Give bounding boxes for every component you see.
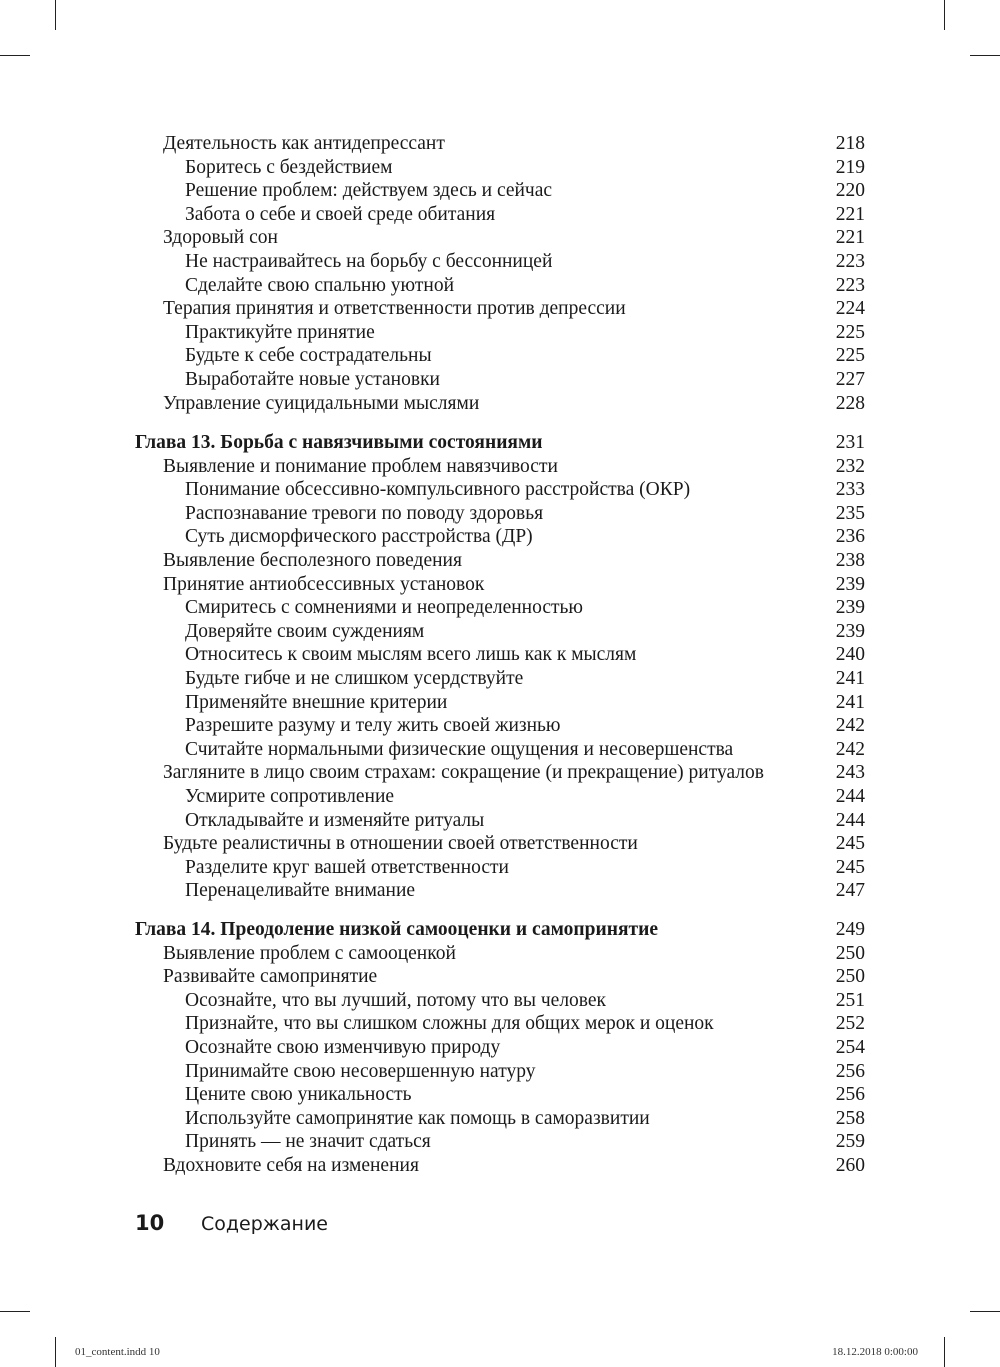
toc-entry-title: Считайте нормальными физические ощущения и несовершенства [185,738,734,760]
toc-entry-row [135,1130,865,1154]
toc-entry-row [135,368,865,392]
crop-mark [55,1337,56,1367]
toc-entry-row [135,832,865,856]
toc-entry-title: Принятие антиобсессивных установок [163,573,485,595]
toc-entry-row [135,1154,865,1178]
toc-entry-page: 239 [835,597,865,619]
toc-entry-page: 224 [835,298,865,320]
toc-entry-title: Принять — не значит сдаться [185,1131,431,1153]
toc-entry-title: Осознайте, что вы лучший, потому что вы человек [185,989,607,1011]
toc-entry-page: 244 [835,785,865,807]
toc-entry-title: Понимание обсессивно-компульсивного расстройства (ОКР) [185,479,691,501]
toc-entry-row [135,1036,865,1060]
toc-entry-page: 236 [835,526,865,548]
toc-entry-row [135,321,865,345]
slug-date: 18.12.2018 0:00:00 [832,1346,918,1358]
toc-entry-page: 244 [835,809,865,831]
crop-mark [55,0,56,30]
toc-entry-row [135,879,865,903]
toc-entry-title: Осознайте свою изменчивую природу [185,1036,501,1058]
toc-entry-title: Терапия принятия и ответственности против депрессии [163,298,626,320]
toc-entry-title: Относитесь к своим мыслям всего лишь как к мыслям [185,644,637,666]
toc-entry-page: 232 [835,455,865,477]
toc-entry-page: 254 [835,1036,865,1058]
toc-entry-title: Глава 13. Борьба с навязчивыми состояниями [135,432,543,453]
toc-entry-page: 242 [835,738,865,760]
toc-entry-row [135,856,865,880]
toc-entry-row [135,785,865,809]
toc-entry-title: Принимайте свою несовершенную натуру [185,1060,536,1082]
crop-mark [970,1311,1000,1312]
toc-entry-page: 243 [835,762,865,784]
toc-entry-row [135,132,865,156]
toc-entry-row [135,226,865,250]
toc-entry-page: 228 [835,392,865,414]
toc-entry-page: 238 [835,549,865,571]
toc-entry-title: Практикуйте принятие [185,321,375,343]
toc-group [135,132,865,415]
toc-entry-row [135,620,865,644]
toc-entry-page: 239 [835,620,865,642]
toc-entry-row [135,179,865,203]
toc-entry-page: 260 [835,1154,865,1176]
toc-entry-page: 221 [835,203,865,225]
toc-entry-row [135,809,865,833]
toc-entry-row [135,502,865,526]
toc-entry-page: 231 [835,432,865,453]
toc-entry-row [135,667,865,691]
crop-mark [944,1337,945,1367]
toc-entry-title: Доверяйте своим суждениям [185,620,425,642]
toc-entry-row [135,1083,865,1107]
toc-entry-page: 249 [835,919,865,940]
toc-entry-title: Усмирите сопротивление [185,785,395,807]
toc-entry-title: Не настраивайтесь на борьбу с бессонницей [185,250,553,272]
toc-entry-title: Выявление бесполезного поведения [163,549,462,571]
toc-entry-page: 256 [835,1060,865,1082]
toc-entry-page: 218 [835,133,865,154]
toc-entry-page: 220 [835,180,865,202]
toc-entry-title: Выявление проблем с самооценкой [163,942,456,964]
crop-mark [970,55,1000,56]
toc-entry-page: 241 [835,691,865,713]
crop-mark [0,1311,30,1312]
toc-entry-row [135,691,865,715]
toc-entry-page: 242 [835,715,865,737]
toc-entry-title: Выявление и понимание проблем навязчивости [163,455,558,477]
toc-entry-row [135,297,865,321]
toc-entry-page: 245 [835,856,865,878]
toc-entry-row [135,156,865,180]
toc-entry-title: Развивайте самопринятие [163,966,378,988]
toc-entry-row [135,942,865,966]
toc-entry-page: 247 [835,880,865,902]
toc-entry-page: 259 [835,1131,865,1153]
toc-entry-page: 252 [835,1013,865,1035]
toc-entry-page: 219 [835,156,865,178]
toc-entry-page: 256 [835,1084,865,1106]
toc-entry-title: Будьте гибче и не слишком усердствуйте [185,667,524,689]
toc-chapter-row [135,918,865,942]
toc-entry-title: Боритесь с бездействием [185,156,393,178]
toc-entry-title: Глава 14. Преодоление низкой самооценки и самопринятие [135,919,658,940]
toc-entry-page: 245 [835,833,865,855]
toc-entry-page: 225 [835,345,865,367]
toc-entry-page: 258 [835,1107,865,1129]
toc-entry-page: 227 [835,368,865,390]
toc-entry-row [135,478,865,502]
toc-entry-title: Разрешите разуму и телу жить своей жизнью [185,715,561,737]
toc-entry-row [135,596,865,620]
toc-entry-row [135,761,865,785]
toc-entry-page: 223 [835,250,865,272]
toc-entry-row [135,738,865,762]
toc-entry-row [135,1012,865,1036]
toc-entry-title: Управление суицидальными мыслями [163,392,480,414]
crop-mark [0,55,30,56]
toc-entry-row [135,525,865,549]
toc-entry-title: Решение проблем: действуем здесь и сейчас [185,180,553,202]
toc-entry-title: Выработайте новые установки [185,368,440,390]
toc-entry-title: Будьте реалистичны в отношении своей ответственности [163,833,638,855]
toc-entry-title: Распознавание тревоги по поводу здоровья [185,502,544,524]
toc-chapter-row [135,431,865,455]
toc-entry-title: Суть дисморфического расстройства (ДР) [185,526,533,548]
toc-entry-title: Откладывайте и изменяйте ритуалы [185,809,485,831]
toc-entry-row [135,989,865,1013]
toc-entry-title: Вдохновите себя на изменения [163,1154,419,1176]
toc-entry-title: Используйте самопринятие как помощь в саморазвитии [185,1107,650,1129]
toc-entry-page: 235 [835,502,865,524]
toc-entry-row [135,1060,865,1084]
toc-entry-title: Будьте к себе сострадательны [185,345,432,367]
toc-group [135,431,865,903]
toc-entry-row [135,714,865,738]
toc-entry-row [135,643,865,667]
toc-entry-title: Забота о себе и своей среде обитания [185,203,496,225]
toc-entry-row [135,392,865,416]
toc-entry-title: Здоровый сон [163,227,278,249]
toc-entry-page: 240 [835,644,865,666]
toc-entry-title: Сделайте свою спальню уютной [185,274,455,296]
toc-entry-page: 239 [835,573,865,595]
toc-group [135,918,865,1178]
toc-entry-page: 250 [835,966,865,988]
toc-entry-page: 250 [835,942,865,964]
toc-entry-row [135,549,865,573]
running-footer-title: Содержание [201,1213,328,1235]
toc-entry-row [135,344,865,368]
toc-entry-page: 221 [835,227,865,249]
toc-entry-row [135,250,865,274]
toc-entry-title: Загляните в лицо своим страхам: сокращение (и прекращение) ритуалов [163,762,764,784]
toc-entry-title: Цените свою уникальность [185,1084,412,1106]
toc-entry-page: 233 [835,479,865,501]
slug-file-info: 01_content.indd 10 [75,1346,160,1358]
toc-entry-row [135,274,865,298]
toc-entry-title: Перенацеливайте внимание [185,880,416,902]
toc-entry-title: Деятельность как антидепрессант [163,133,445,154]
toc-entry-title: Признайте, что вы слишком сложны для общих мерок и оценок [185,1013,714,1035]
page-number: 10 [135,1211,165,1235]
toc-entry-page: 241 [835,667,865,689]
toc-entry-row [135,965,865,989]
toc-entry-row [135,1107,865,1131]
toc-entry-page: 251 [835,989,865,1011]
toc-entry-page: 223 [835,274,865,296]
toc-entry-title: Применяйте внешние критерии [185,691,448,713]
toc-entry-title: Разделите круг вашей ответственности [185,856,509,878]
toc-entry-row [135,455,865,479]
toc-entry-row [135,573,865,597]
crop-mark [944,0,945,30]
toc-entry-page: 225 [835,321,865,343]
toc-entry-title: Смиритесь с сомнениями и неопределенностью [185,597,583,619]
toc-entry-row [135,203,865,227]
